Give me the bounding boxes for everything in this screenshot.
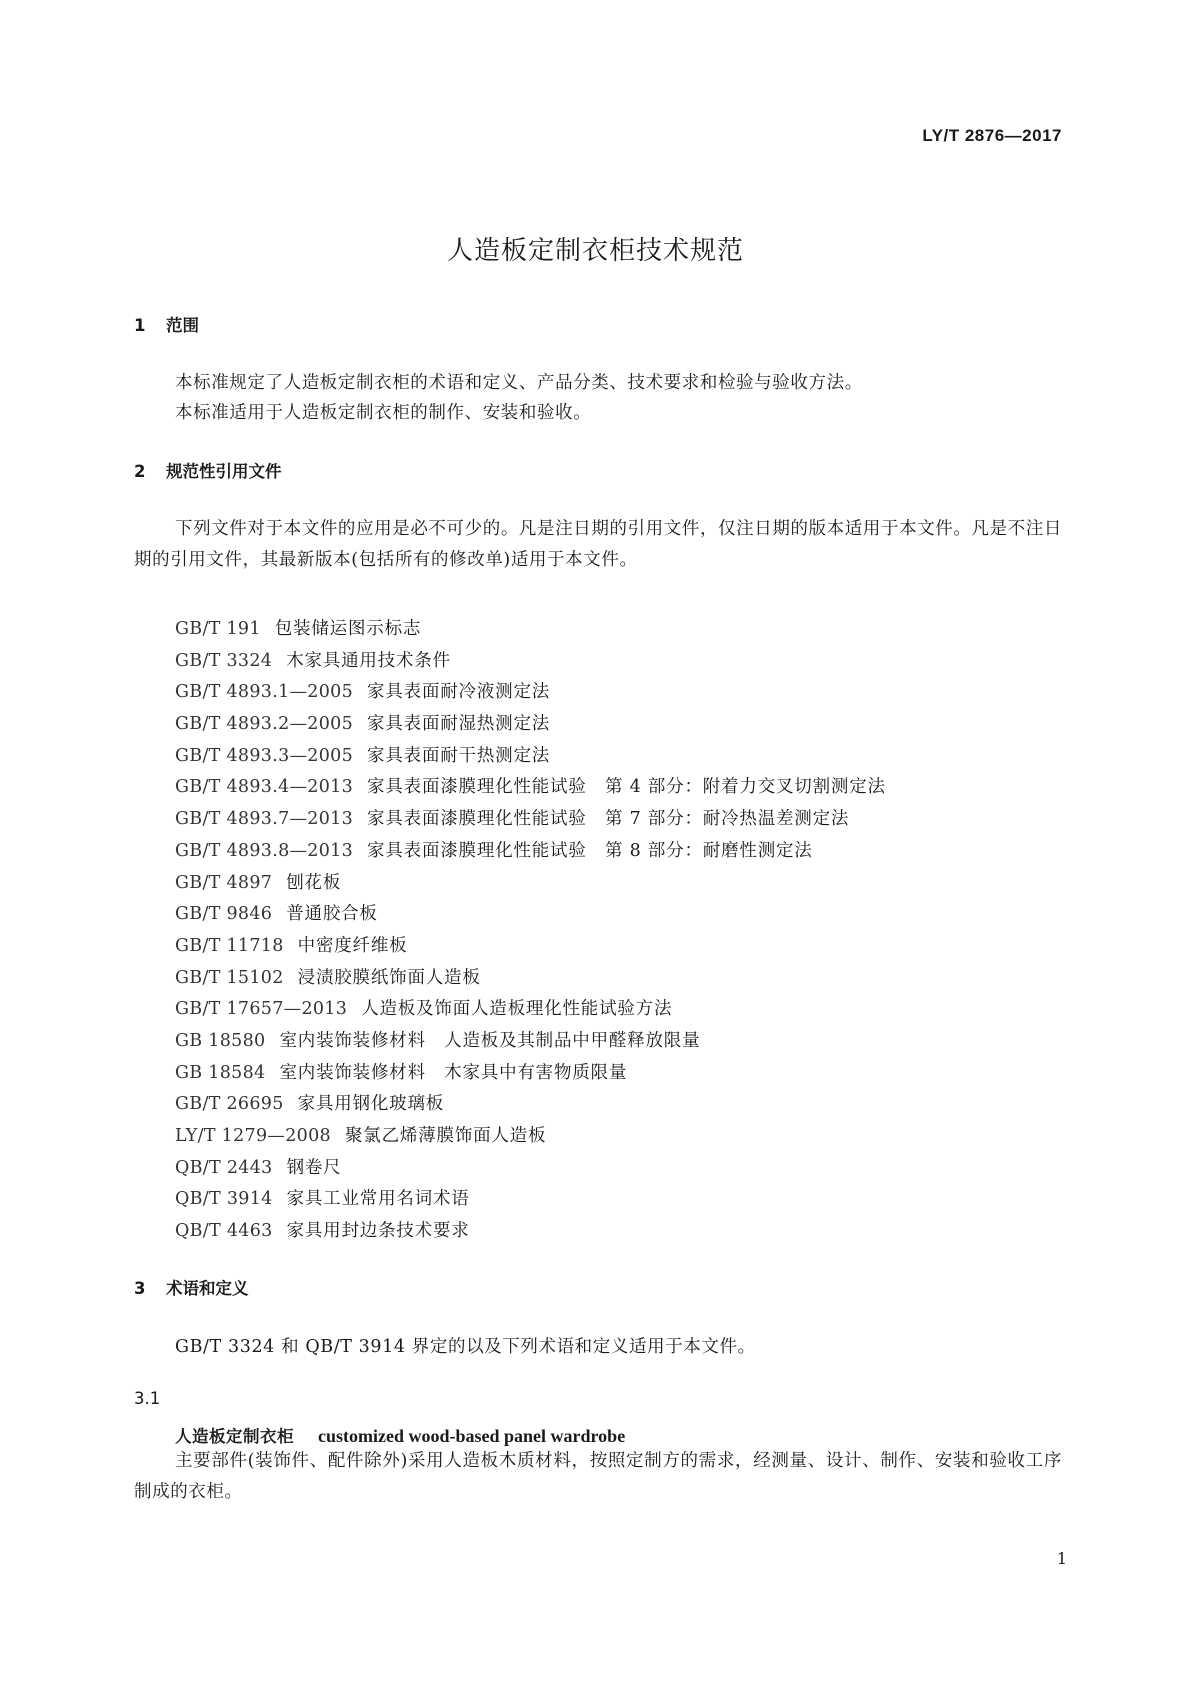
section-title: 规范性引用文件 bbox=[166, 462, 282, 481]
reference-item bbox=[175, 931, 886, 963]
reference-item bbox=[175, 1121, 886, 1153]
clause-number: 3.1 bbox=[134, 1389, 161, 1408]
reference-item bbox=[175, 963, 886, 995]
normative-references-list bbox=[175, 614, 886, 1248]
section-number: 2 bbox=[134, 462, 146, 481]
reference-item bbox=[175, 1216, 886, 1248]
reference-item bbox=[175, 1026, 886, 1058]
reference-name: 家具表面耐干热测定法 bbox=[367, 745, 551, 766]
section-1-heading bbox=[134, 312, 199, 336]
reference-code: GB/T 3324 bbox=[175, 650, 273, 671]
section-title: 术语和定义 bbox=[166, 1279, 249, 1298]
reference-code: GB/T 4897 bbox=[175, 872, 273, 893]
reference-code: GB/T 4893.8—2013 bbox=[175, 840, 354, 861]
term-english: customized wood-based panel wardrobe bbox=[318, 1426, 626, 1446]
reference-code: GB/T 9846 bbox=[175, 904, 273, 925]
reference-item bbox=[175, 614, 886, 646]
reference-code: GB/T 26695 bbox=[175, 1094, 284, 1115]
reference-name: 家具表面漆膜理化性能试验 第 7 部分：耐冷热温差测定法 bbox=[367, 809, 850, 830]
reference-code: GB/T 15102 bbox=[175, 967, 284, 988]
scope-paragraph-1: 本标准规定了人造板定制衣柜的术语和定义、产品分类、技术要求和检验与验收方法。 bbox=[175, 373, 863, 393]
reference-name: 家具用封边条技术要求 bbox=[286, 1221, 470, 1242]
section-number: 3 bbox=[134, 1279, 146, 1298]
reference-name: 聚氯乙烯薄膜饰面人造板 bbox=[344, 1126, 547, 1146]
reference-item bbox=[175, 677, 886, 709]
reference-item bbox=[175, 899, 886, 931]
reference-name: 家具表面耐冷液测定法 bbox=[367, 682, 551, 703]
reference-name: 中密度纤维板 bbox=[297, 935, 408, 956]
reference-item bbox=[175, 1058, 886, 1090]
scope-paragraph-2: 本标准适用于人造板定制衣柜的制作、安装和验收。 bbox=[175, 403, 592, 423]
reference-name: 人造板及饰面人造板理化性能试验方法 bbox=[361, 999, 673, 1020]
reference-item bbox=[175, 868, 886, 900]
section-title: 范围 bbox=[166, 316, 199, 335]
reference-code: GB/T 11718 bbox=[175, 935, 284, 956]
reference-name: 刨花板 bbox=[286, 872, 342, 893]
reference-item bbox=[175, 994, 886, 1026]
document-code: LY/T 2876—2017 bbox=[922, 126, 1062, 145]
reference-item bbox=[175, 804, 886, 836]
reference-item bbox=[175, 709, 886, 741]
reference-code: GB 18580 bbox=[175, 1030, 266, 1051]
reference-code: LY/T 1279—2008 bbox=[175, 1126, 331, 1146]
reference-code: GB/T 4893.7—2013 bbox=[175, 809, 354, 830]
term-definition-paragraph: 主要部件(装饰件、配件除外)采用人造板木质材料，按照定制方的需求，经测量、设计、制作、安装和验收工序制成的衣柜。 bbox=[134, 1451, 1062, 1502]
reference-name: 家具工业常用名词术语 bbox=[286, 1189, 470, 1210]
section-2-heading bbox=[134, 458, 282, 482]
reference-code: GB/T 17657—2013 bbox=[175, 999, 348, 1020]
terms-intro-paragraph: GB/T 3324 和 QB/T 3914 界定的以及下列术语和定义适用于本文件。 bbox=[175, 1337, 756, 1357]
reference-code: GB/T 4893.3—2005 bbox=[175, 745, 354, 766]
reference-code: QB/T 3914 bbox=[175, 1189, 273, 1210]
reference-code: GB/T 4893.1—2005 bbox=[175, 682, 354, 703]
reference-item bbox=[175, 646, 886, 678]
reference-name: 家具表面漆膜理化性能试验 第 4 部分：附着力交叉切割测定法 bbox=[367, 777, 886, 798]
reference-item bbox=[175, 772, 886, 804]
reference-code: QB/T 4463 bbox=[175, 1221, 273, 1242]
reference-code: GB/T 4893.2—2005 bbox=[175, 714, 354, 735]
section-number: 1 bbox=[134, 316, 146, 335]
references-intro-paragraph: 下列文件对于本文件的应用是必不可少的。凡是注日期的引用文件，仅注日期的版本适用于本文件。凡是不注日期的引用文件，其最新版本(包括所有的修改单)适用于本文件。 bbox=[134, 519, 1062, 570]
reference-item bbox=[175, 836, 886, 868]
section-3-heading bbox=[134, 1275, 249, 1299]
reference-code: QB/T 2443 bbox=[175, 1157, 273, 1178]
reference-name: 普通胶合板 bbox=[286, 904, 378, 925]
reference-name: 钢卷尺 bbox=[286, 1157, 342, 1178]
page-number: 1 bbox=[1056, 1549, 1067, 1568]
reference-item bbox=[175, 1153, 886, 1185]
reference-code: GB/T 4893.4—2013 bbox=[175, 777, 354, 798]
reference-item bbox=[175, 1184, 886, 1216]
reference-item bbox=[175, 741, 886, 773]
reference-name: 浸渍胶膜纸饰面人造板 bbox=[297, 967, 481, 988]
reference-name: 包装储运图示标志 bbox=[274, 619, 422, 639]
reference-name: 家具表面漆膜理化性能试验 第 8 部分：耐磨性测定法 bbox=[367, 840, 813, 861]
reference-name: 室内装饰装修材料 人造板及其制品中甲醛释放限量 bbox=[279, 1030, 701, 1051]
reference-name: 木家具通用技术条件 bbox=[286, 650, 451, 671]
term-entry bbox=[175, 1423, 625, 1447]
document-title: 人造板定制衣柜技术规范 bbox=[446, 236, 744, 266]
reference-code: GB 18584 bbox=[175, 1062, 266, 1083]
reference-name: 家具表面耐湿热测定法 bbox=[367, 714, 551, 735]
reference-name: 室内装饰装修材料 木家具中有害物质限量 bbox=[279, 1062, 628, 1083]
term-chinese: 人造板定制衣柜 bbox=[175, 1427, 294, 1446]
reference-item bbox=[175, 1089, 886, 1121]
reference-name: 家具用钢化玻璃板 bbox=[297, 1094, 445, 1115]
reference-code: GB/T 191 bbox=[175, 619, 261, 639]
